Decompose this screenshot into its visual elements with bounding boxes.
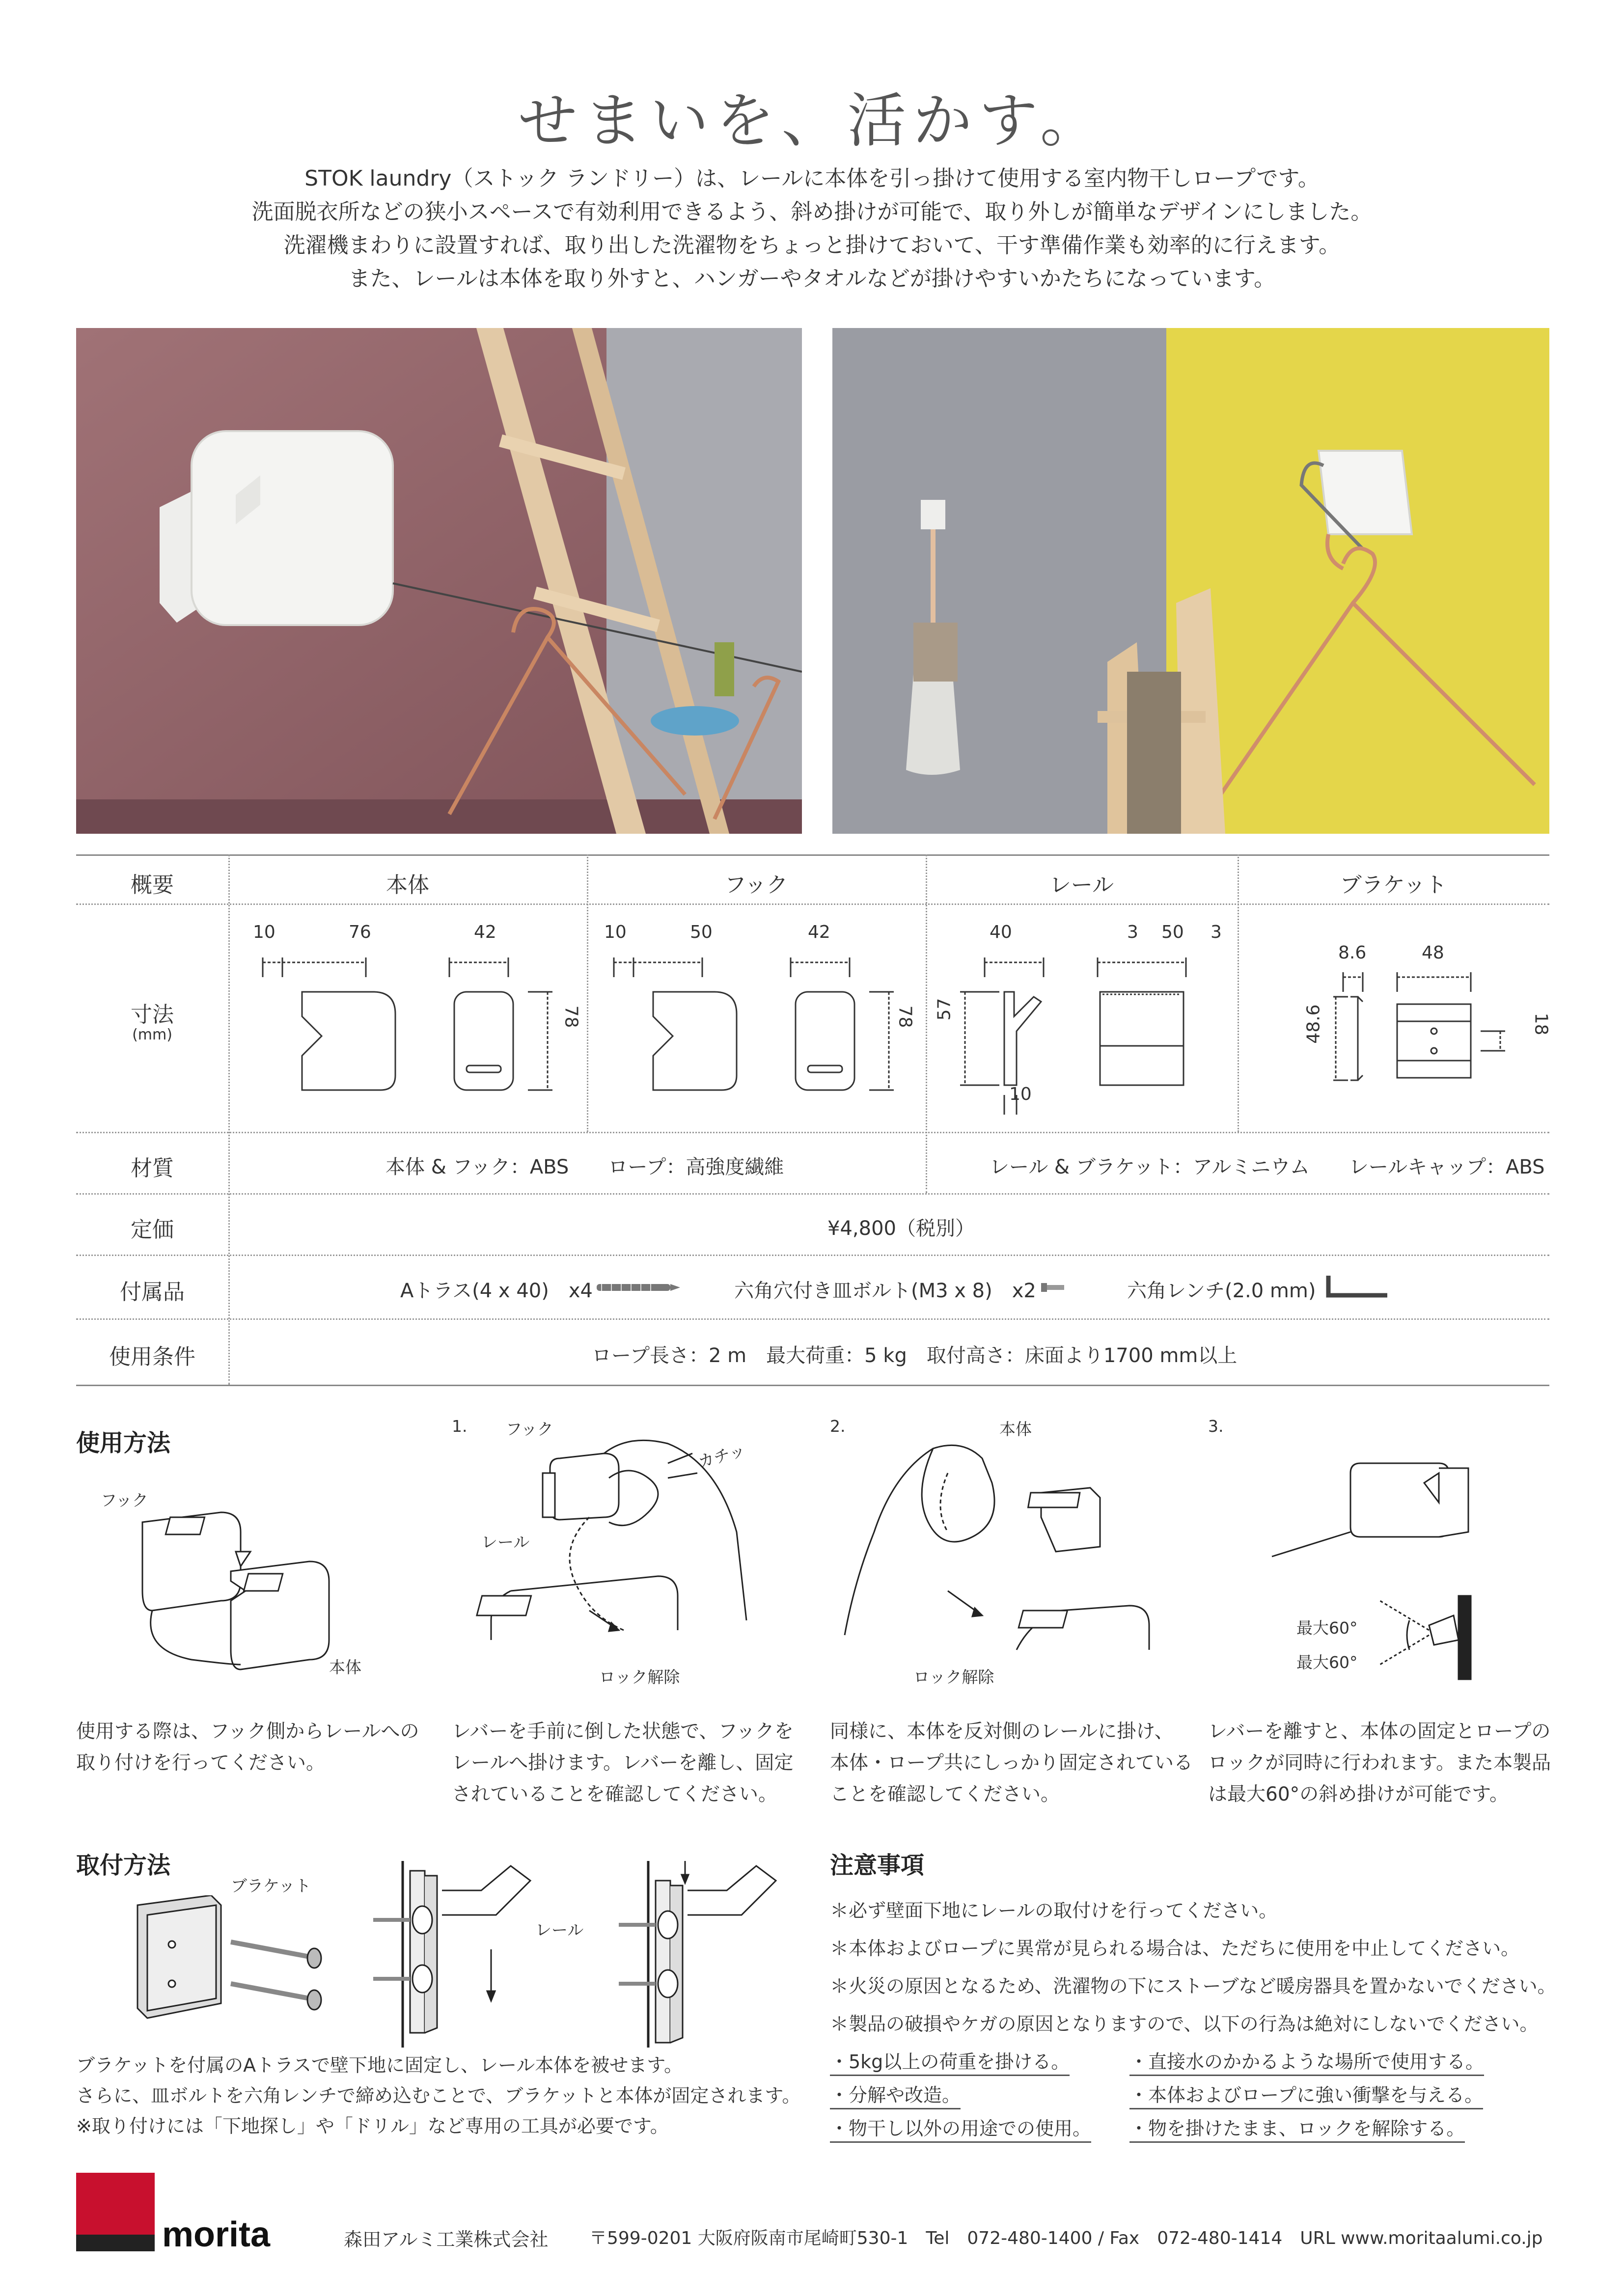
step-description-3 [1208, 1716, 1551, 1810]
label-conditions: 使用条件 [109, 1344, 195, 1369]
install-title: 取付方法 [76, 1852, 171, 1879]
brand-logo-block [76, 2173, 155, 2251]
label-price: 定価 [131, 1217, 174, 1242]
install-description [76, 2050, 800, 2141]
rail-dimension-drawing [950, 948, 1235, 1129]
dim-label: 3 [1127, 922, 1138, 942]
hex-wrench-icon [1323, 1273, 1392, 1303]
photo-body-on-wall [76, 328, 802, 834]
step-line: 同様に、本体を反対側のレールに掛け、 [830, 1721, 1174, 1743]
dim-label: 78 [895, 1005, 915, 1028]
material-right: レール & ブラケット：アルミニウム レールキャップ：ABS [990, 1156, 1545, 1178]
page-headline: せまいを、活かす。 [518, 87, 1106, 155]
bolt-icon [1039, 1280, 1068, 1295]
cautions-title: 注意事項 [830, 1852, 925, 1879]
header-rail: レール [1049, 873, 1114, 898]
label-body: 本体 [329, 1658, 361, 1677]
brand-logo-stripe [76, 2235, 155, 2251]
dim-label: 10 [604, 922, 627, 942]
step-line: 取り付けを行ってください。 [76, 1752, 326, 1774]
label-material: 材質 [131, 1156, 174, 1181]
step-description-1 [452, 1716, 794, 1810]
brand-logo-text: morita [162, 2215, 271, 2254]
dim-label: 10 [253, 922, 275, 942]
body-dimension-drawing [253, 948, 577, 1129]
usage-illustration-step1 [462, 1434, 796, 1689]
usage-illustration-step2 [835, 1434, 1169, 1689]
accessories-row [76, 1255, 1549, 1320]
usage-illustration-step3 [1262, 1453, 1537, 1699]
dim-label: 48 [1422, 943, 1444, 963]
step-number: 2. [830, 1417, 846, 1436]
step-line: されていることを確認してください。 [452, 1783, 778, 1805]
dim-label: 57 [934, 998, 955, 1021]
prohibited-item: ・本体およびロープに強い衝撃を与える。 [1129, 2080, 1483, 2109]
intro-text [98, 162, 1526, 296]
step-description-0 [76, 1716, 419, 1779]
step-line: 本体・ロープ共にしっかり固定されている [830, 1752, 1193, 1774]
dimension-row [76, 903, 1549, 1133]
label-unlock-step2: ロック解除 [913, 1667, 994, 1687]
label-dimensions: 寸法 [131, 1002, 174, 1027]
label-overview: 概要 [131, 873, 174, 898]
label-click: カチッ [696, 1440, 747, 1472]
prohibited-item: ・直接水のかかるような場所で使用する。 [1129, 2047, 1484, 2076]
label-hook-step1: フック [506, 1420, 553, 1439]
dim-label: 42 [474, 922, 496, 942]
step-line: レバーを手前に倒した状態で、フックを [452, 1721, 794, 1743]
dim-label: 78 [561, 1005, 581, 1028]
step-line: レールへ掛けます。レバーを離し、固定 [452, 1752, 794, 1774]
usage-illustration-overview [123, 1493, 378, 1689]
label-rail-step1: レール [481, 1532, 530, 1552]
screw-icon [592, 1280, 685, 1295]
dim-label: 10 [1009, 1084, 1032, 1104]
step-line: は最大60°の斜め掛けが可能です。 [1208, 1783, 1509, 1805]
prohibited-item: ・物干し以外の用途での使用。 [830, 2113, 1091, 2143]
step-line: ロックが同時に行われます。また本製品 [1208, 1752, 1551, 1774]
intro-line: STOK laundry（ストック ランドリー）は、レールに本体を引っ掛けて使用する室内物干しロープです。 [304, 166, 1320, 191]
label-max-angle-upper: 最大60° [1296, 1618, 1358, 1638]
header-bracket: ブラケット [1340, 873, 1447, 898]
product-photo-right [832, 328, 1549, 834]
hook-dimension-drawing [604, 948, 918, 1129]
label-unlock-step1: ロック解除 [599, 1667, 680, 1687]
dim-label: 76 [349, 922, 371, 942]
header-hook: フック [724, 873, 788, 898]
install-line: さらに、皿ボルトを六角レンチで締め込むことで、ブラケットと本体が固定されます。 [76, 2085, 801, 2106]
step-number: 1. [452, 1417, 468, 1436]
dim-label: 40 [990, 922, 1012, 942]
intro-line: 洗面脱衣所などの狭小スペースで有効利用できるよう、斜め掛けが可能で、取り外しが簡単なデザインにしました。 [251, 199, 1373, 224]
label-bracket: ブラケット [231, 1876, 311, 1895]
header-row [76, 854, 1549, 905]
usage-title: 使用方法 [76, 1429, 171, 1457]
company-name: 森田アルミ工業株式会社 [344, 2229, 549, 2250]
prohibited-item: ・分解や改造。 [830, 2080, 961, 2109]
label-rail-install: レール [535, 1920, 584, 1940]
material-row [76, 1132, 1549, 1195]
prohibited-item: ・5kg以上の荷重を掛ける。 [830, 2047, 1070, 2076]
label-body-step2: 本体 [999, 1420, 1032, 1439]
install-illustration-section-a [373, 1861, 570, 2048]
dim-label: 50 [690, 922, 713, 942]
accessory-wrench: 六角レンチ(2.0 mm) [1127, 1280, 1316, 1302]
step-line: 使用する際は、フック側からレールへの [76, 1721, 419, 1743]
step-number: 3. [1208, 1417, 1224, 1436]
accessory-screw: Aトラス(4 x 40) x4 [400, 1280, 593, 1302]
caution-item: ＊火災の原因となるため、洗濯物の下にストーブなど暖房器具を置かないでください。 [830, 1975, 1556, 1997]
product-photo-left [76, 328, 802, 834]
step-line: ことを確認してください。 [830, 1783, 1060, 1805]
intro-line: また、レールは本体を取り外すと、ハンガーやタオルなどが掛けやすいかたちになっています。 [348, 266, 1276, 291]
price-row [76, 1193, 1549, 1256]
accessory-bolt: 六角穴付き皿ボルト(M3 x 8) x2 [734, 1280, 1036, 1302]
install-illustration-bracket [118, 1895, 344, 2038]
header-body: 本体 [386, 873, 429, 898]
material-left: 本体 & フック：ABS ロープ：高強度繊維 [385, 1156, 784, 1178]
prohibited-item: ・物を掛けたまま、ロックを解除する。 [1129, 2113, 1465, 2143]
label-max-angle-lower: 最大60° [1296, 1653, 1358, 1672]
photo-rail-with-items [832, 328, 1549, 834]
dim-label: 48.6 [1303, 1004, 1324, 1044]
label-accessories: 付属品 [120, 1280, 185, 1305]
conditions-row [76, 1318, 1549, 1386]
dim-label: 50 [1161, 922, 1184, 942]
install-line: ※取り付けには「下地探し」や「ドリル」など専用の工具が必要です。 [76, 2115, 669, 2137]
intro-line: 洗濯機まわりに設置すれば、取り出した洗濯物をちょっと掛けておいて、干す準備作業も効率的に行えます。 [283, 233, 1341, 258]
label-hook: フック [101, 1491, 148, 1510]
price-value: ¥4,800（税別） [827, 1217, 975, 1240]
caution-item: ＊必ず壁面下地にレールの取付けを行ってください。 [830, 1900, 1278, 1921]
bracket-dimension-drawing [1323, 962, 1530, 1110]
dim-label: 18 [1531, 1012, 1551, 1036]
dim-label: 3 [1211, 922, 1222, 942]
install-line: ブラケットを付属のAトラスで壁下地に固定し、レール本体を被せます。 [76, 2054, 683, 2076]
step-description-2 [830, 1716, 1193, 1810]
caution-item: ＊本体およびロープに異常が見られる場合は、ただちに使用を中止してください。 [830, 1938, 1520, 1959]
step-line: レバーを離すと、本体の固定とロープの [1208, 1721, 1551, 1743]
company-address: 〒599-0201 大阪府阪南市尾崎町530-1 Tel 072-480-1400 / Fax 072-480-1414 URL www.moritaalumi.co.jp [589, 2228, 1543, 2248]
conditions-value: ロープ長さ：2 m 最大荷重：5 kg 取付高さ：床面より1700 mm以上 [592, 1344, 1238, 1367]
label-unit: (mm) [132, 1026, 172, 1043]
dim-label: 42 [808, 922, 830, 942]
install-illustration-section-b [619, 1861, 815, 2048]
caution-item: ＊製品の破損やケガの原因となりますので、以下の行為は絶対にしないでください。 [830, 2013, 1539, 2035]
dim-label: 8.6 [1338, 943, 1367, 963]
